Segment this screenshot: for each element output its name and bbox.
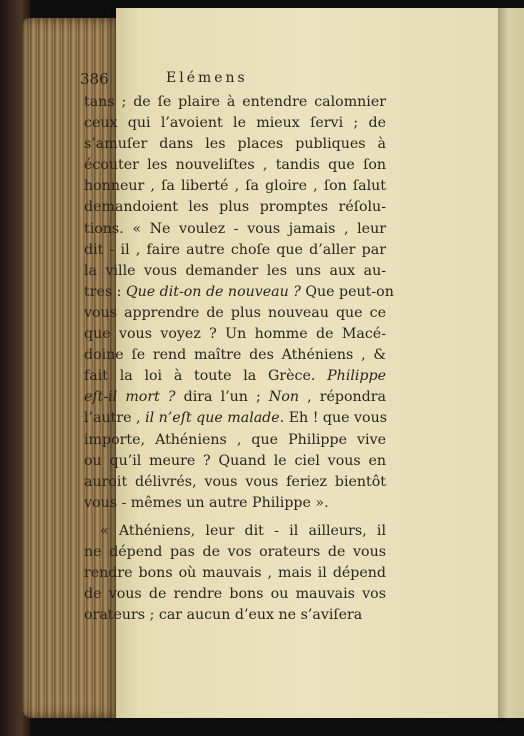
text-run: écouter les nouveliſtes , tandis que ſon	[84, 157, 386, 174]
text-line	[84, 176, 386, 197]
page-number: 386	[80, 70, 109, 88]
text-run: s’amuſer dans les places publiques à	[84, 136, 386, 153]
text-run: la ville vous demander les uns aux au-	[84, 262, 386, 279]
text-run: auroit délivrés, vous vous feriez bientôt	[84, 473, 386, 490]
text-run: dit - il , faire autre choſe que d’aller par	[84, 241, 386, 258]
text-line	[84, 408, 386, 429]
text-line	[84, 472, 386, 493]
text-run: vous - mêmes un autre Philippe ».	[84, 494, 329, 511]
text-line	[84, 345, 386, 366]
text-run: ou qu’il meure ? Quand le ciel vous en	[84, 452, 386, 469]
text-line	[84, 493, 386, 514]
text-line	[84, 197, 386, 218]
italic-text: Que dit-on de nouveau ?	[125, 283, 301, 300]
italic-text: il n’eſt que malade	[145, 410, 280, 427]
text-line	[84, 605, 386, 626]
text-line	[84, 92, 386, 113]
text-run: que vous voyez ? Un homme de Macé-	[84, 326, 386, 343]
text-run: orateurs ; car aucun d’eux ne s’aviſera	[84, 607, 363, 624]
text-line	[84, 430, 386, 451]
text-run: vous apprendre de plus nouveau que ce	[84, 304, 386, 321]
text-run: ceux qui l’avoient le mieux ſervi ; de	[84, 115, 386, 132]
page-header	[80, 70, 380, 94]
text-line	[84, 542, 386, 563]
text-line	[84, 584, 386, 605]
paragraph	[84, 521, 386, 626]
paragraph	[84, 92, 394, 514]
text-line	[84, 155, 386, 176]
text-run: tans ; de ſe plaire à entendre calomnier	[84, 94, 386, 110]
page-text	[84, 92, 394, 626]
facing-page-edge	[498, 8, 524, 718]
text-run: tres :	[84, 283, 126, 300]
text-run: rendre bons où mauvais , mais il dépend	[84, 565, 386, 582]
text-run: demandoient les plus promptes réſolu-	[84, 199, 386, 216]
text-line	[84, 134, 386, 155]
text-line	[84, 563, 386, 584]
text-run: fait la loi à toute la Grèce.	[84, 368, 328, 385]
text-line	[84, 113, 386, 134]
text-line	[84, 219, 386, 240]
running-title: Elémens	[166, 70, 248, 86]
text-run: dira l’un ;	[175, 389, 269, 406]
text-line	[84, 451, 386, 472]
text-run: ne dépend pas de vos orateurs de vous	[84, 543, 386, 560]
text-line	[84, 282, 394, 303]
text-run: , répondra	[299, 389, 386, 406]
text-run: de vous de rendre bons ou mauvais vos	[84, 586, 386, 603]
text-run: honneur , ſa liberté , ſa gloire , ſon ſalut	[84, 178, 386, 195]
text-run: « Athéniens, leur dit - il ailleurs, il	[100, 522, 386, 539]
text-line	[84, 303, 386, 324]
text-run: Que peut-on	[300, 283, 394, 300]
text-run: doine ſe rend maître des Athéniens , &	[84, 347, 386, 364]
text-line	[84, 261, 386, 282]
text-line	[84, 324, 386, 345]
text-run: l’autre ,	[84, 410, 146, 427]
text-line	[84, 366, 386, 387]
text-line	[84, 240, 386, 261]
italic-text: Philippe	[327, 368, 386, 385]
text-run: importe, Athéniens , que Philippe vive	[84, 431, 386, 448]
text-line	[84, 387, 386, 408]
text-line	[84, 521, 386, 542]
italic-text: eſt-il mort ?	[84, 389, 176, 406]
italic-text: Non	[268, 389, 299, 406]
text-run: . Eh ! que vous	[279, 410, 388, 427]
text-run: tions. « Ne voulez - vous jamais , leur	[84, 220, 386, 237]
